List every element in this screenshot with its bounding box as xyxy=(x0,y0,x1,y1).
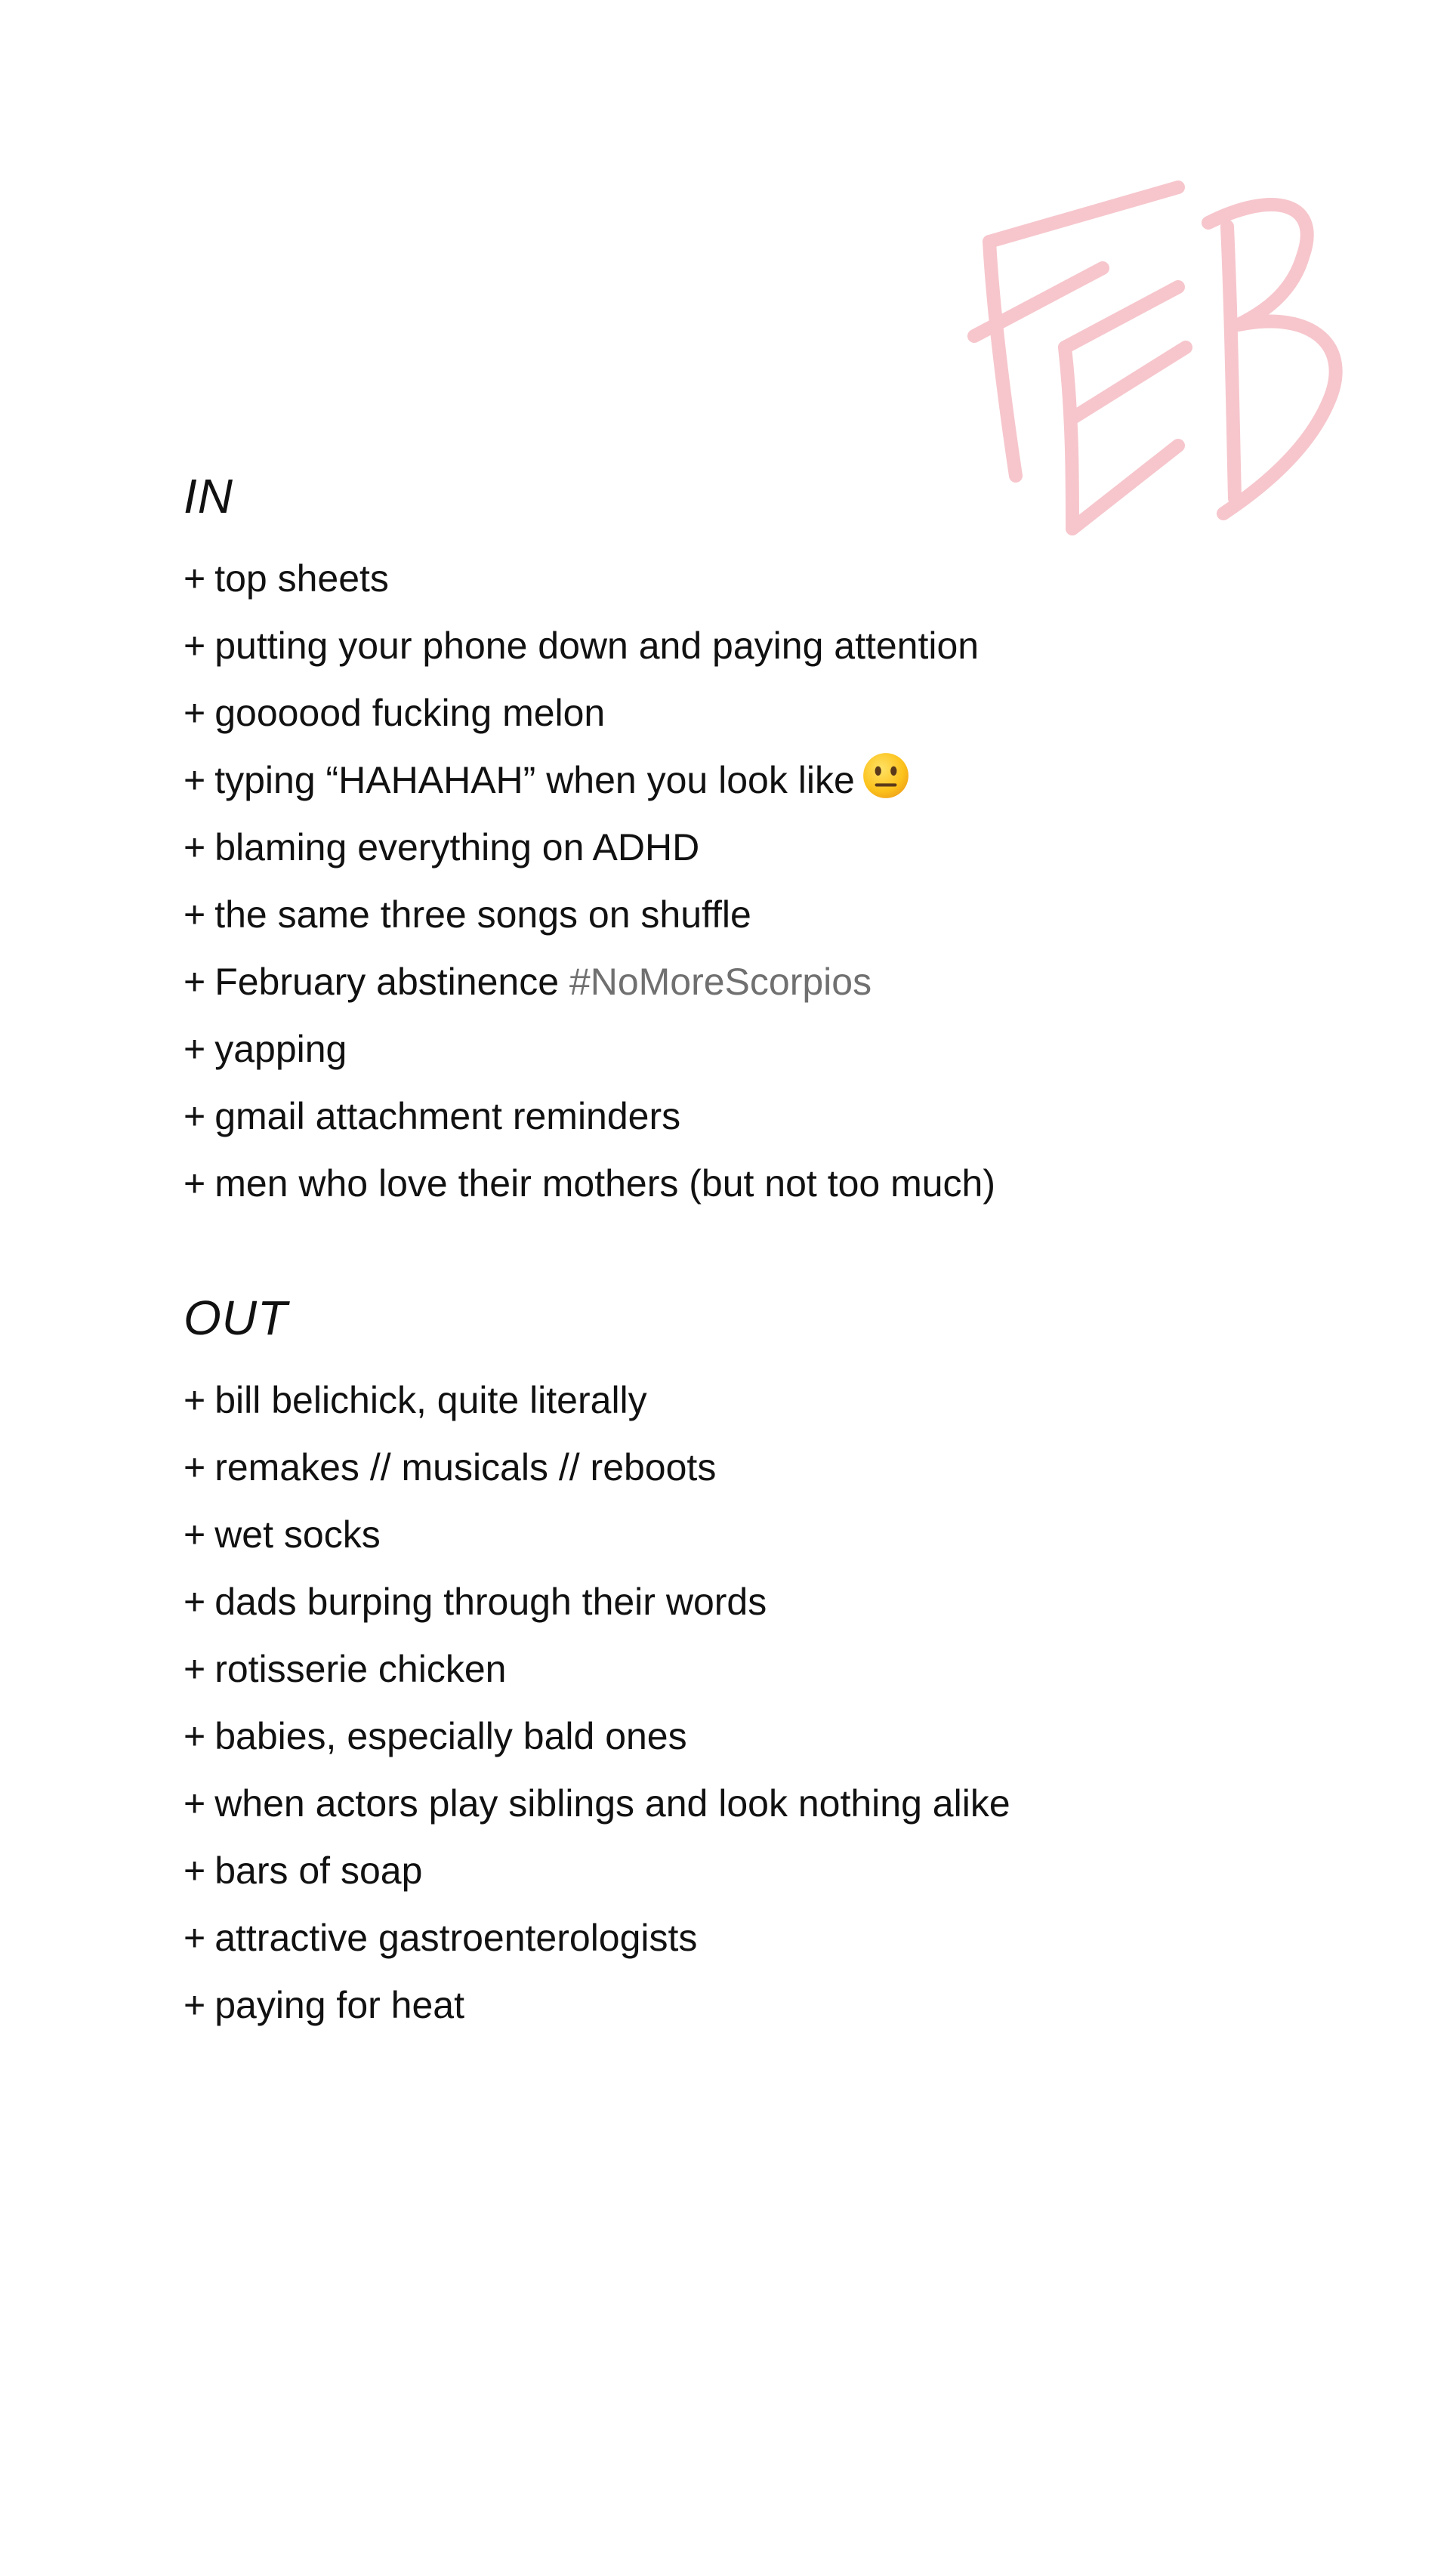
list-prefix: + xyxy=(184,1917,206,1959)
list-item xyxy=(184,1703,1316,1770)
list-item-text: gmail attachment reminders xyxy=(214,1095,681,1137)
in-heading: IN xyxy=(184,469,233,523)
out-list xyxy=(184,1367,1316,2039)
list-item xyxy=(184,1770,1316,1837)
list-item xyxy=(184,612,1316,680)
list-item-text: babies, especially bald ones xyxy=(214,1715,687,1757)
list-prefix: + xyxy=(184,1984,206,2026)
list-prefix: + xyxy=(184,1162,206,1205)
list-item xyxy=(184,545,1316,612)
list-prefix: + xyxy=(184,1715,206,1757)
list-prefix: + xyxy=(184,961,206,1003)
list-item xyxy=(184,1905,1316,1972)
list-item xyxy=(184,1150,1316,1217)
neutral-face-emoji-icon xyxy=(861,751,911,801)
out-section xyxy=(184,1284,1316,2039)
list-prefix: + xyxy=(184,1379,206,1421)
list-prefix: + xyxy=(184,893,206,936)
list-item xyxy=(184,1016,1316,1083)
list-item xyxy=(184,1972,1316,2039)
list-prefix: + xyxy=(184,826,206,868)
list-prefix: + xyxy=(184,1095,206,1137)
list-item xyxy=(184,1367,1316,1434)
hashtag-link[interactable]: #NoMoreScorpios xyxy=(569,961,872,1003)
list-item xyxy=(184,1837,1316,1905)
list-prefix: + xyxy=(184,1648,206,1690)
list-item-text: putting your phone down and paying attention xyxy=(214,625,980,667)
list-item-text: bill belichick, quite literally xyxy=(214,1379,647,1421)
list-item xyxy=(184,1569,1316,1636)
list-item xyxy=(184,949,1316,1016)
list-item-text: men who love their mothers (but not too much) xyxy=(214,1162,996,1205)
list-item-text: goooood fucking melon xyxy=(214,692,606,734)
list-item-text: dads burping through their words xyxy=(214,1581,767,1623)
list-prefix: + xyxy=(184,625,206,667)
list-item-text: remakes // musicals // reboots xyxy=(214,1446,717,1489)
list-prefix: + xyxy=(184,1581,206,1623)
list-item-text: top sheets xyxy=(214,557,389,600)
list-item xyxy=(184,1434,1316,1501)
list-prefix: + xyxy=(184,692,206,734)
list-item xyxy=(184,1501,1316,1569)
list-item xyxy=(184,680,1316,747)
list-item-text: blaming everything on ADHD xyxy=(214,826,700,868)
list-item-text: February abstinence xyxy=(214,961,569,1003)
list-item xyxy=(184,881,1316,949)
list-prefix: + xyxy=(184,1849,206,1892)
list-item xyxy=(184,1636,1316,1703)
list-item-text: paying for heat xyxy=(214,1984,464,2026)
list-item-text: yapping xyxy=(214,1028,347,1070)
list-item xyxy=(184,747,1316,814)
list-item xyxy=(184,1083,1316,1150)
list-item-text: attractive gastroenterologists xyxy=(214,1917,698,1959)
in-section xyxy=(184,462,1316,1217)
list-item-text: rotisserie chicken xyxy=(214,1648,507,1690)
list-prefix: + xyxy=(184,557,206,600)
list-prefix: + xyxy=(184,1782,206,1825)
list-item-text: the same three songs on shuffle xyxy=(214,893,751,936)
list-item-text: bars of soap xyxy=(214,1849,423,1892)
list-prefix: + xyxy=(184,1446,206,1489)
list-prefix: + xyxy=(184,1513,206,1556)
list-item-text: typing “HAHAHAH” when you look like xyxy=(214,759,855,801)
in-list xyxy=(184,545,1316,1217)
list-item-text: when actors play siblings and look nothing alike xyxy=(214,1782,1010,1825)
list-item xyxy=(184,814,1316,881)
list-prefix: + xyxy=(184,1028,206,1070)
out-heading: OUT xyxy=(184,1291,288,1345)
list-item-text: wet socks xyxy=(214,1513,381,1556)
list-prefix: + xyxy=(184,759,206,801)
